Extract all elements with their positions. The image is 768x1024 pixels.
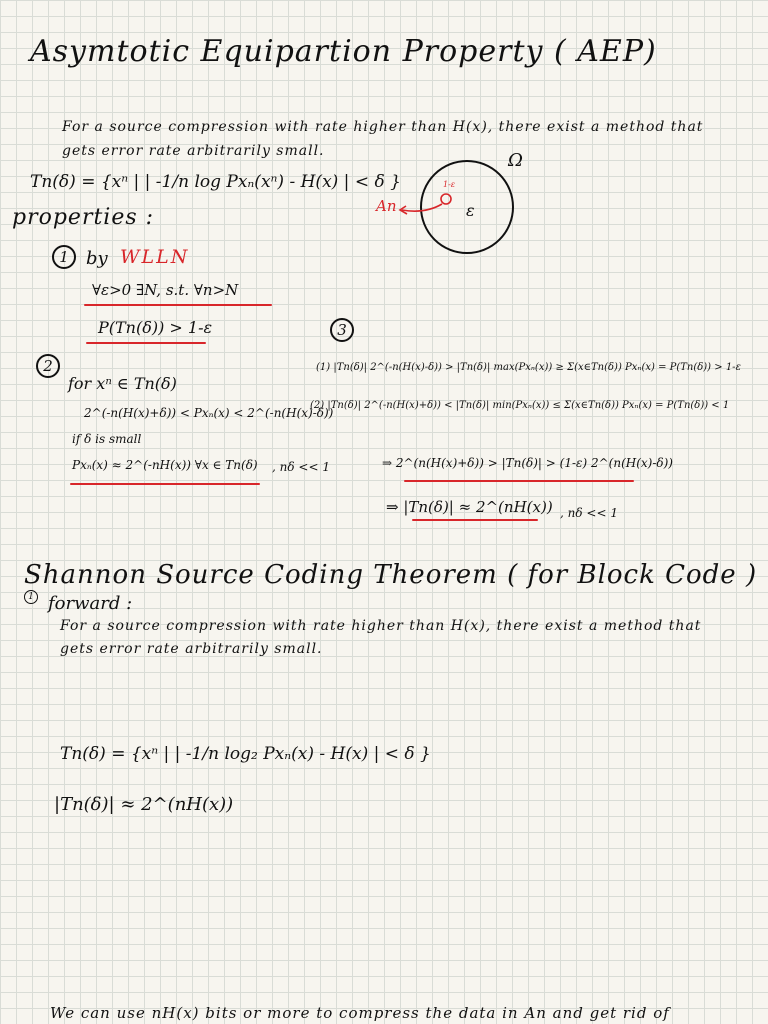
typical-set-circle — [441, 194, 451, 204]
shannon-line-1: For a source compression with rate higher than H(x), there exist a method that — [60, 618, 702, 634]
property-3-number: 3 — [330, 318, 354, 342]
property-3-line-2: (2) |Tn(δ)| 2^(-n(H(x)+δ)) < |Tn(δ)| min(Pxₙ(x)) ≤ Σ(x∈Tn(δ)) Pxₙ(x) = P(Tn(δ)) < 1 — [310, 400, 730, 411]
property-2-line-4: Pxₙ(x) ≈ 2^(-nH(x)) ∀x ∈ Tn(δ) — [72, 458, 258, 472]
property-3-line-4: ⇒ |Tn(δ)| ≈ 2^(nH(x)) — [386, 498, 553, 516]
property-2-number: 2 — [36, 354, 60, 378]
epsilon-label: ε — [466, 201, 475, 220]
one-minus-epsilon-label: 1-ε — [443, 180, 456, 189]
property-3-line-3: ⇒ 2^(n(H(x)+δ)) > |Tn(δ)| > (1-ε) 2^(n(H(x)-δ)) — [382, 456, 673, 470]
properties-label: properties : — [12, 205, 155, 230]
typical-set-definition: Tn(δ) = {xⁿ | | -1/n log Pxₙ(xⁿ) - H(x) | < δ } — [30, 172, 401, 192]
shannon-typical-set-size: |Tn(δ)| ≈ 2^(nH(x)) — [54, 794, 234, 815]
property-3-condition: , nδ << 1 — [560, 506, 618, 520]
property-2-condition: , nδ << 1 — [272, 460, 330, 474]
property-2-line-2: 2^(-n(H(x)+δ)) < Pxₙ(x) < 2^(-n(H(x)-δ)) — [84, 406, 334, 420]
property-1-line-2: P(Tn(δ)) > 1-ε — [98, 318, 213, 337]
property-2-line-1: for xⁿ ∈ Tn(δ) — [68, 374, 177, 393]
omega-label: Ω — [508, 150, 523, 171]
shannon-bottom-line: We can use nH(x) bits or more to compress the data in An and get rid of — [50, 1004, 670, 1022]
shannon-title: Shannon Source Coding Theorem ( for Block Code ) — [24, 560, 758, 590]
property-1-wlln: WLLN — [120, 246, 190, 268]
property-1-by: by — [86, 248, 108, 269]
property-1-line-1: ∀ε>0 ∃N, s.t. ∀n>N — [92, 281, 239, 299]
property-2-line-3: if δ is small — [72, 432, 142, 446]
forward-number: 1 — [24, 590, 38, 604]
shannon-line-2: gets error rate arbitrarily small. — [60, 641, 323, 657]
an-label: An — [376, 197, 397, 215]
forward-label: forward : — [48, 593, 133, 614]
property-1-underline-2 — [86, 342, 206, 344]
property-1-underline-1 — [84, 304, 272, 306]
property-2-underline — [70, 483, 260, 485]
aep-title: Asymtotic Equipartion Property ( AEP) — [30, 34, 657, 69]
shannon-typical-set-definition: Tn(δ) = {xⁿ | | -1/n log₂ Pxₙ(x) - H(x) | < δ } — [60, 744, 431, 764]
aep-intro-line-1: For a source compression with rate higher than H(x), there exist a method that — [62, 119, 704, 135]
property-3-underline-2 — [412, 519, 538, 521]
property-3-underline-1 — [404, 480, 634, 482]
aep-intro-line-2: gets error rate arbitrarily small. — [62, 143, 325, 159]
property-3-line-1: (1) |Tn(δ)| 2^(-n(H(x)-δ)) > |Tn(δ)| max(Pxₙ(x)) ≥ Σ(x∈Tn(δ)) Pxₙ(x) = P(Tn(δ)) > 1-ε — [316, 362, 741, 373]
property-1-number: 1 — [52, 245, 76, 269]
